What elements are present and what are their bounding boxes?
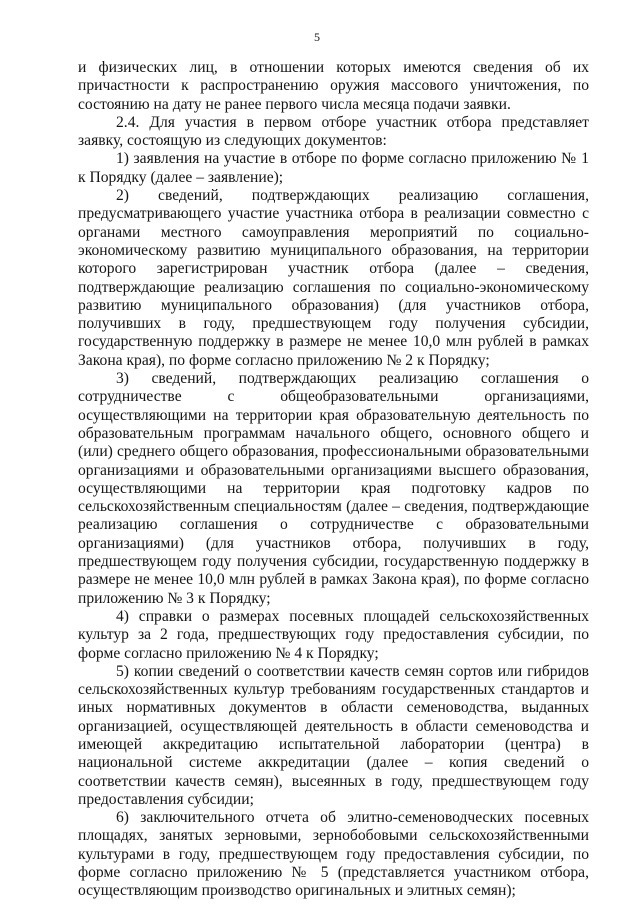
paragraph-continuation: и физических лиц, в отношении которых имеются сведения об их причастности к распространению оружия массового уничтожения, по состоянию на дату не ранее первого числа месяца подачи заявки. [78, 59, 589, 113]
document-body [78, 59, 589, 901]
paragraph-item-5: 5) копии сведений о соответствии качеств семян сортов или гибридов сельскохозяйственных культур требованиям государственных стандартов и иных нормативных документов в области семеноводства, выданных организацией, осуществляющей деятельность в области семеноводства и имеющей аккредитацию испытательной лаборатории (центра) в национальной системе аккредитации (далее – копия сведений о соответствии качеств семян), высеянных в году, предшествующем году предоставления субсидии; [78, 662, 589, 808]
paragraph-clause-2-4: 2.4. Для участия в первом отборе участник отбора представляет заявку, состоящую из следующих документов: [78, 113, 589, 150]
paragraph-item-2: 2) сведений, подтверждающих реализацию соглашения, предусматривающего участие участника отбора в реализации совместно с органами местного самоуправления мероприятий по социально-экономическому развитию муниципального образования, на территории которого зарегистрирован участник отбора (далее – сведения, подтверждающие реализацию соглашения по социально-экономическому развитию муниципального образования) (для участников отбора, получивших в году, предшествующем году получения субсидии, государственную поддержку в размере не менее 10,0 млн рублей в рамках Закона края), по форме согласно приложению № 2 к Порядку; [78, 187, 589, 369]
paragraph-item-3: 3) сведений, подтверждающих реализацию соглашения о сотрудничестве с общеобразовательными организациями, осуществляющими на территории края образовательную деятельность по образовательным программам начального общего, основного общего и (или) среднего общего образования, профессиональными образовательными организациями и образовательными организациями высшего образования, осуществляющими на территории края подготовку кадров по сельскохозяйственным специальностям (далее – сведения, подтверждающие реализацию соглашения о сотрудничестве с образовательными организациями) (для участников отбора, получивших в году, предшествующем году получения субсидии, государственную поддержку в размере не менее 10,0 млн рублей в рамках Закона края), по форме согласно приложению № 3 к Порядку; [78, 370, 589, 607]
paragraph-item-1: 1) заявления на участие в отборе по форме согласно приложению № 1 к Порядку (далее – заявление); [78, 150, 589, 186]
paragraph-item-6: 6) заключительного отчета об элитно-семеноводческих посевных площадях, занятых зерновыми, зернобобовыми сельскохозяйственными культурами в году, предшествующем году предоставления субсидии, по форме согласно приложению № 5 (представляется участником отбора, осуществляющим производство оригинальных и элитных семян); [78, 809, 589, 900]
page-number: 5 [314, 30, 320, 44]
paragraph-item-4: 4) справки о размерах посевных площадей сельскохозяйственных культур за 2 года, предшествующих году предоставления субсидии, по форме согласно приложению № 4 к Порядку; [78, 607, 589, 662]
